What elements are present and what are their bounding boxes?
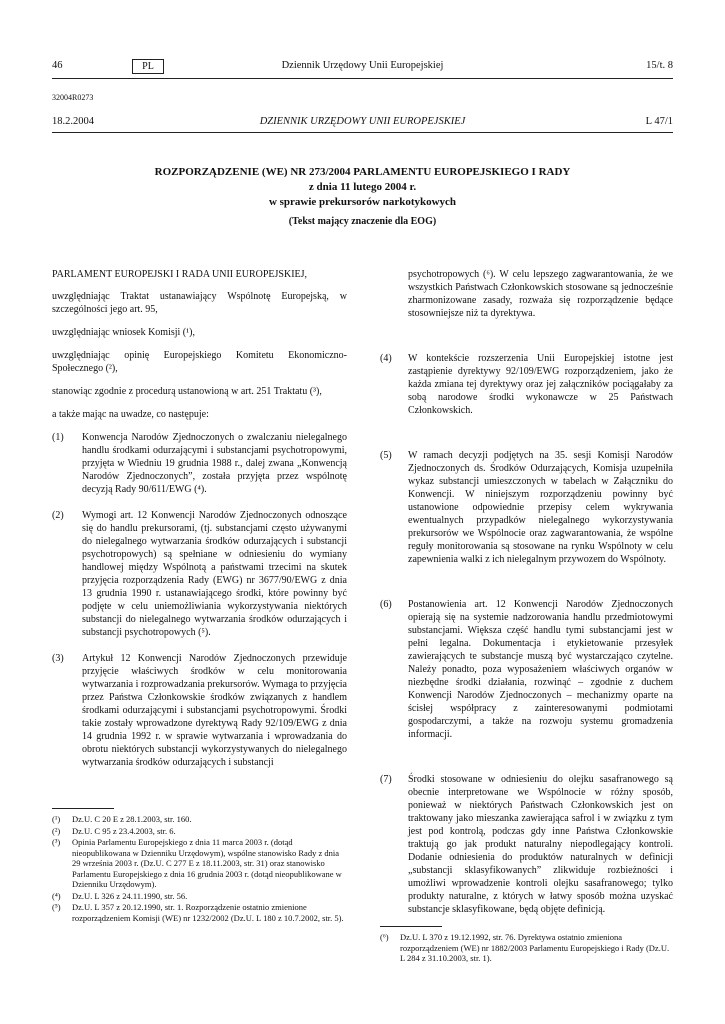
recital: [52, 652, 347, 769]
right-footnotes: [380, 926, 673, 965]
footnote: [52, 826, 347, 837]
right-column: [380, 268, 673, 929]
title-eea-note: (Tekst mający znaczenie dla EOG): [288, 216, 437, 227]
footnote-number: (³): [52, 837, 61, 847]
footnote: [52, 837, 347, 890]
publication-date: 18.2.2004: [52, 116, 94, 127]
footnote-text: Opinia Parlamentu Europejskiego z dnia 11 marca 2003 r. (dotąd nieopublikowana w Dzienniku Urzędowym), wspólne stanowisko Rady z dnia 29 września 2003 r. (Dz.U. C 277 E z 18.11.2003, str. 31) oraz stanowisko Parlamentu Europejskiego z dnia 16 grudnia 2003 r. (dotąd nieopublikowane w Dzienniku Urzędowym).: [72, 837, 342, 889]
footnote-rule: [380, 926, 442, 927]
footnote-number: (⁶): [380, 932, 389, 942]
recital-number: (4): [380, 353, 392, 364]
left-column: [52, 268, 347, 782]
recital-text: psychotropowych (⁶). W celu lepszego zagwarantowania, że we wszystkich Państwach Członkowskich stosowane są jednocześnie zharmonizowane zasady, rozważa się rozporządzenie będące stosowniejsze niż ta dyrektywa.: [408, 269, 673, 319]
footnote: [52, 814, 347, 825]
recital: [380, 598, 673, 741]
recital-number: (2): [52, 510, 64, 521]
footnote: [52, 891, 347, 902]
recital: [52, 509, 347, 639]
title-line-1: ROZPORZĄDZENIE (WE) NR 273/2004 PARLAMENTU EUROPEJSKIEGO I RADY: [154, 166, 571, 178]
recital-number: (3): [52, 653, 64, 664]
journal-header-rule: [52, 132, 673, 133]
footnote-text: Dz.U. L 326 z 24.11.1990, str. 56.: [72, 890, 188, 901]
title-line-2: z dnia 11 lutego 2004 r.: [308, 181, 417, 193]
celex-number: 32004R0273: [52, 93, 94, 102]
footnote: [52, 902, 347, 923]
recital: [380, 449, 673, 566]
footnote-text: Dz.U. C 20 E z 28.1.2003, str. 160.: [72, 814, 192, 824]
regulation-title: [52, 165, 673, 229]
recital-text: Artykuł 12 Konwencji Narodów Zjednoczonych przewiduje przyjęcie właściwych środków w celu monitorowania wytwarzania i rozprowadzania prekursorów. Wymaga to przyjęcia przez Państwa Członkowskie środków związanych z handlem środkami odurzającymi i substancjami psychotropowymi. Środki takie zostały wprowadzone dyrektywą Rady 92/109/EWG z dnia 14 grudnia 1992 r. w sprawie wytwarzania i wprowadzania do obrotu niektórych substancji wykorzystywanych do nielegalnego wytwarzania środków odurzających i substancji: [82, 653, 347, 768]
recital-number: (6): [380, 599, 392, 610]
footnote: [380, 932, 673, 964]
footnote-number: (⁵): [52, 902, 61, 912]
left-footnotes: [52, 808, 347, 924]
recital-text: Wymogi art. 12 Konwencji Narodów Zjednoczonych odnoszące się do handlu prekursorami, (tj. substancjami często używanymi do nielegalnego wytwarzania środków odurzających i substancji psychotropowych) są spełniane w odniesieniu do wymiany handlowej między Wspólnotą a państwami trzecimi na skutek przyjęcia rozporządzenia Rady (EWG) nr 3677/90/EWG z dnia 13 grudnia 1990 r. ustanawiającego środki, które powinny być podjęte w celu uniemożliwiania wykorzystywania niektórych substancji do nielegalnego wytwarzania środków odurzających i substancji psychotropowych (⁵).: [82, 510, 347, 638]
footnote-number: (²): [52, 825, 61, 836]
journal-name: Dziennik Urzędowy Unii Europejskiej: [281, 60, 444, 71]
footnote-rule: [52, 808, 114, 809]
recital: [380, 352, 673, 417]
intro-text: PARLAMENT EUROPEJSKI I RADA UNII EUROPEJSKIEJ,: [52, 269, 308, 280]
footnote-text: Dz.U. L 370 z 19.12.1992, str. 76. Dyrektywa ostatnio zmieniona rozporządzeniem (WE) nr 1882/2003 Parlamentu Europejskiego i Rady (Dz.U. L 284 z 31.10.2003, str. 1).: [400, 932, 670, 963]
recital-text: Środki stosowane w odniesieniu do olejku sasafranowego są obecnie interpretowane we Wspólnocie w różny sposób, ponieważ w niektórych Państwach Członkowskich jest on traktowany jako mieszanka zawierająca safrol i w związku z tym jest pod kontrolą, podczas gdy inne Państwa Członkowskie traktują go jak produkt naturalny niepodlegający kontroli. Dodanie odniesienia do produktów naturalnych w definicji „substancji sklasyfikowanych” zlikwiduje rozbieżności i umożliwi wprowadzenie kontroli olejku sasafranowego; tylko produkty naturalne, z których w łatwy sposób można uzyskać substancje sklasyfikowane, będą objęte definicją.: [408, 774, 673, 915]
recital: [52, 431, 347, 496]
recital-text: W kontekście rozszerzenia Unii Europejskiej istotne jest zastąpienie dyrektywy 92/109/EWG rozporządzeniem, jako że każda zmiana tej dyrektywy oraz jej załączników pociągałaby za sobą narodowe środki wykonawcze w 25 Państwach Członkowskich.: [408, 353, 673, 416]
footnote-number: (⁴): [52, 890, 61, 901]
recital-number: (1): [52, 432, 64, 443]
header-rule: [52, 78, 673, 79]
recital-text: W ramach decyzji podjętych na 35. sesji Komisji Narodów Zjednoczonych ds. Środków Odurzających, Komisja uzupełniła wykaz substancji umieszczonych w tabelach w Załączniku do Konwencji. W niniejszym rozporządzeniu powinny być ustanowione odpowiednie przepisy celem wykrywania ewentualnych przypadków nielegalnego wykorzystywania prekursorów we Wspólnocie oraz zagwarantowania, że wspólne reguły monitorowania są stosowane na rynku Wspólnoty w celu zapewnienia walki z ich nielegalnym przywozem do Wspólnoty.: [408, 450, 673, 565]
recital-number: (7): [380, 774, 392, 785]
journal-title: DZIENNIK URZĘDOWY UNII EUROPEJSKIEJ: [259, 116, 466, 127]
footnote-text: Dz.U. C 95 z 23.4.2003, str. 6.: [72, 825, 176, 836]
l-reference: L 47/1: [645, 116, 673, 127]
page-number: 46: [52, 60, 63, 71]
recital: [380, 773, 673, 916]
volume-part: 15/t. 8: [646, 60, 673, 71]
footnote-number: (¹): [52, 814, 61, 824]
citation: uwzględniając opinię Europejskiego Komitetu Ekonomiczno-Społecznego (²),: [52, 350, 347, 374]
journal-header: [52, 116, 673, 130]
recital-text: Konwencja Narodów Zjednoczonych o zwalczaniu nielegalnego handlu środkami odurzającymi i substancjami psychotropowymi, przyjęta w Wiedniu 19 grudnia 1988 r., dalej zwana „Konwencją Narodów Zjednoczonych”, została przyjęta przez wspólnotę decyzją Rady 90/611/EWG (⁴).: [82, 432, 347, 495]
citation: stanowiąc zgodnie z procedurą ustanowioną w art. 251 Traktatu (³),: [52, 386, 322, 397]
recital-text: Postanowienia art. 12 Konwencji Narodów Zjednoczonych opierają się na systemie nadzorowania handlu przedmiotowymi substancjami. Większa część handlu tymi substancjami jest w pełni legalna. Dokumentacja i etykietowanie przesyłek zawierających te substancje muszą być wystarczająco czytelne. Należy ponadto, poza wyposażeniem właściwych organów w niezbędne środki działania, rozwinąć – zgodnie z duchem Konwencji Narodów Zjednoczonych – mechanizmy oparte na ścisłej współpracy z zainteresowanymi podmiotami gospodarczymi, a także na rozwoju systemu gromadzenia informacji.: [408, 599, 673, 740]
recital-number: (5): [380, 450, 392, 461]
citation: uwzględniając wniosek Komisji (¹),: [52, 327, 195, 338]
footnote-text: Dz.U. L 357 z 20.12.1990, str. 1. Rozporządzenie ostatnio zmienione rozporządzeniem Komisji (WE) nr 1232/2002 (Dz.U. L 180 z 10.7.2002, str. 5).: [72, 902, 344, 923]
top-header: [52, 60, 673, 74]
recital-continuation: [380, 268, 673, 320]
citation: uwzględniając Traktat ustanawiający Wspólnotę Europejską, w szczególności jego art. 95,: [52, 291, 347, 315]
language-box: PL: [132, 59, 164, 74]
citation: a także mając na uwadze, co następuje:: [52, 409, 209, 420]
title-line-3: w sprawie prekursorów narkotykowych: [268, 196, 457, 208]
